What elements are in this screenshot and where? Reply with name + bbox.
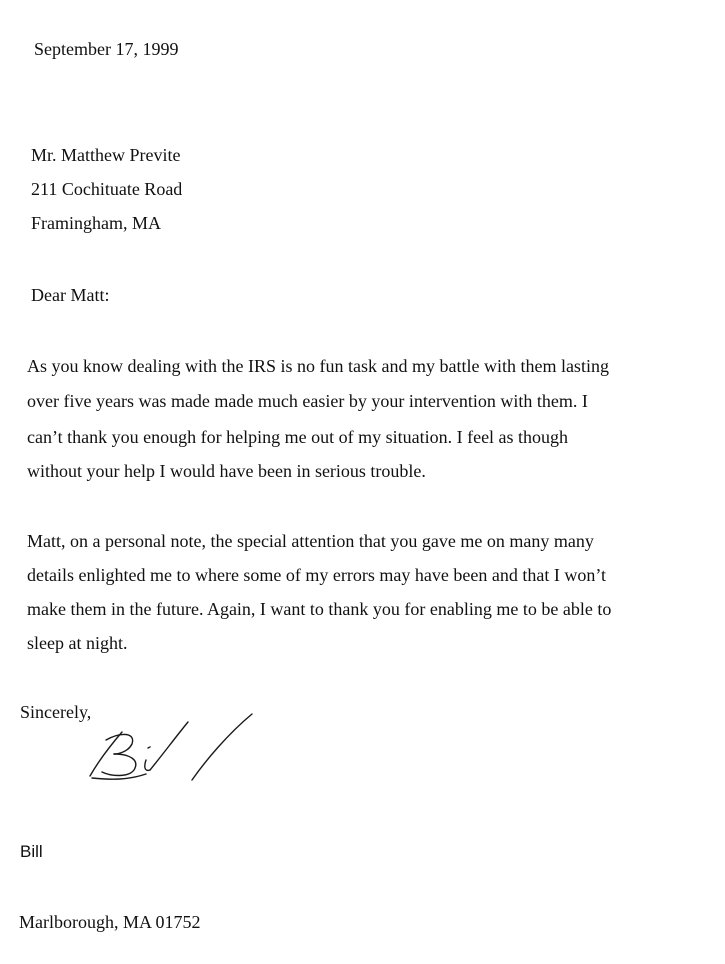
paragraph-line: can’t thank you enough for helping me out of my situation. I feel as though <box>27 427 569 447</box>
signer-location: Marlborough, MA 01752 <box>19 912 201 932</box>
recipient-street: 211 Cochituate Road <box>31 179 183 199</box>
closing: Sincerely, <box>20 702 92 722</box>
paragraph-line: make them in the future. Again, I want to thank you for enabling me to be able to <box>27 599 612 619</box>
paragraph-line: As you know dealing with the IRS is no fun task and my battle with them lasting <box>27 356 609 376</box>
paragraph-line: details enlighted me to where some of my errors may have been and that I won’t <box>27 565 606 585</box>
recipient-city-state: Framingham, MA <box>31 213 161 233</box>
paragraph-line: without your help I would have been in serious trouble. <box>27 461 426 481</box>
paragraph-line: Matt, on a personal note, the special attention that you gave me on many many <box>27 531 594 551</box>
signer-name: Bill <box>20 842 43 861</box>
handwritten-signature <box>88 710 258 785</box>
salutation: Dear Matt: <box>31 285 110 305</box>
letter-date: September 17, 1999 <box>34 39 179 59</box>
recipient-name: Mr. Matthew Previte <box>31 145 181 165</box>
paragraph-line: sleep at night. <box>27 633 128 653</box>
paragraph-line: over five years was made made much easier by your intervention with them. I <box>27 391 588 411</box>
